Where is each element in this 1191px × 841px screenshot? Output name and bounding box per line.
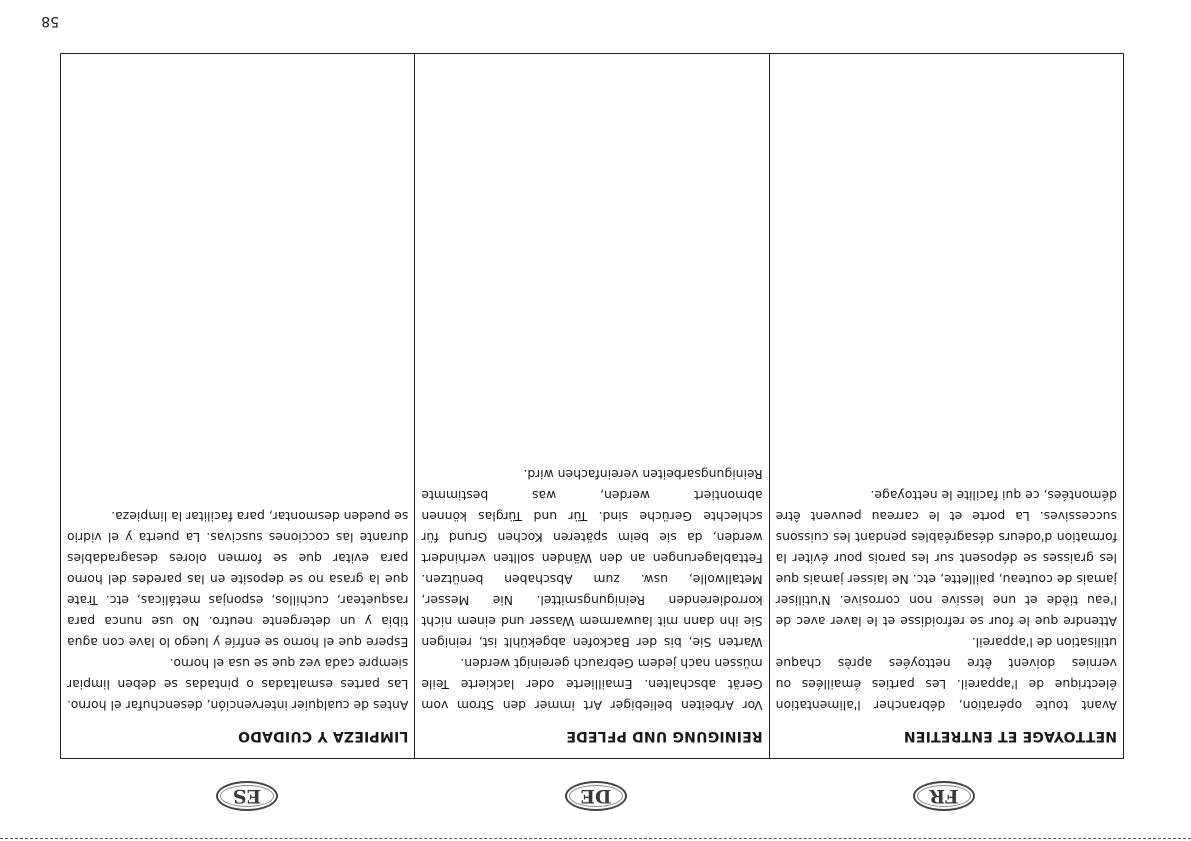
page-edge-line [0,838,1191,839]
column-es [61,54,414,758]
three-column-table [60,53,1124,759]
section-body-es: Antes de cualquier intervención, desenchufar el horno. Las partes esmaltadas o pintadas se deben limpiar siempre cada vez que se usa el horno. Espere que el horno se enfríe y luego lo lave con agua tibia y un detergente neutro. No use nunca para rasquetear, cuchillos, esponjas metálicas, etc. Trate que la grasa no se deposite en las paredes del horno para evitar que se formen olores desagradables durante las cocciones suscivas. La puerta y el vidrio se pueden desmontar, para facilitar la limpieza. [67,509,409,713]
page-number: 58 [41,13,59,29]
column-fr [769,54,1123,758]
language-badge-es: ES [216,781,278,811]
language-badge-fr: FR [913,781,975,811]
language-badge-de: DE [565,781,627,811]
section-title-fr: NETTOYAGE ET ENTRETIEN [903,728,1117,744]
section-title-de: REINIGUNG UND PFLEDE [566,728,763,744]
column-de [414,54,768,758]
section-title-es: LIMPIEZA Y CUIDADO [237,728,409,744]
section-body-de: Vor Arbeiten beliebiger Art immer den Strom vom Gerät abschalten. Emaillierte oder lackierte Teile müssen nach jedem Gebrauch gereinigt werden. Warten Sie, bis der Backofen abgekühlt ist, reinigen Sie ihn dann mit lauwarmem Wasser und einem nicht korrodierenden Reinigungsmittel. Nie Messer, Metallwolle, usw. zum Abschaben benützen. Fettablagerungen an den Wänden sollten verhindert werden, da sie beim späteren Kochen Grund für schlechte Gerüche sind. Tür und Türglas können abmontiert werden, was bestimmte Reinigungsarbeiten vereinfachen wird. [421,467,763,713]
section-body-fr: Avant toute opération, débrancher l'alimentation électrique de l'appareil. Les parties émaillées ou vernies doivent être nettoyées après chaque utilisation de l'appareil. Attendre que le four se refroidisse et le laver avec de l'eau tiède et une lessive non corrosive. N'utiliser jamais de couteau, paillette, etc. Ne laisser jamais que les graisses se déposent sur les parois pour éviter la formation d'odeurs désagréables pendant les cuissons successives. La porte et le carreau peuvent être démontées, ce qui facilite le nettoyage. [775,488,1117,713]
